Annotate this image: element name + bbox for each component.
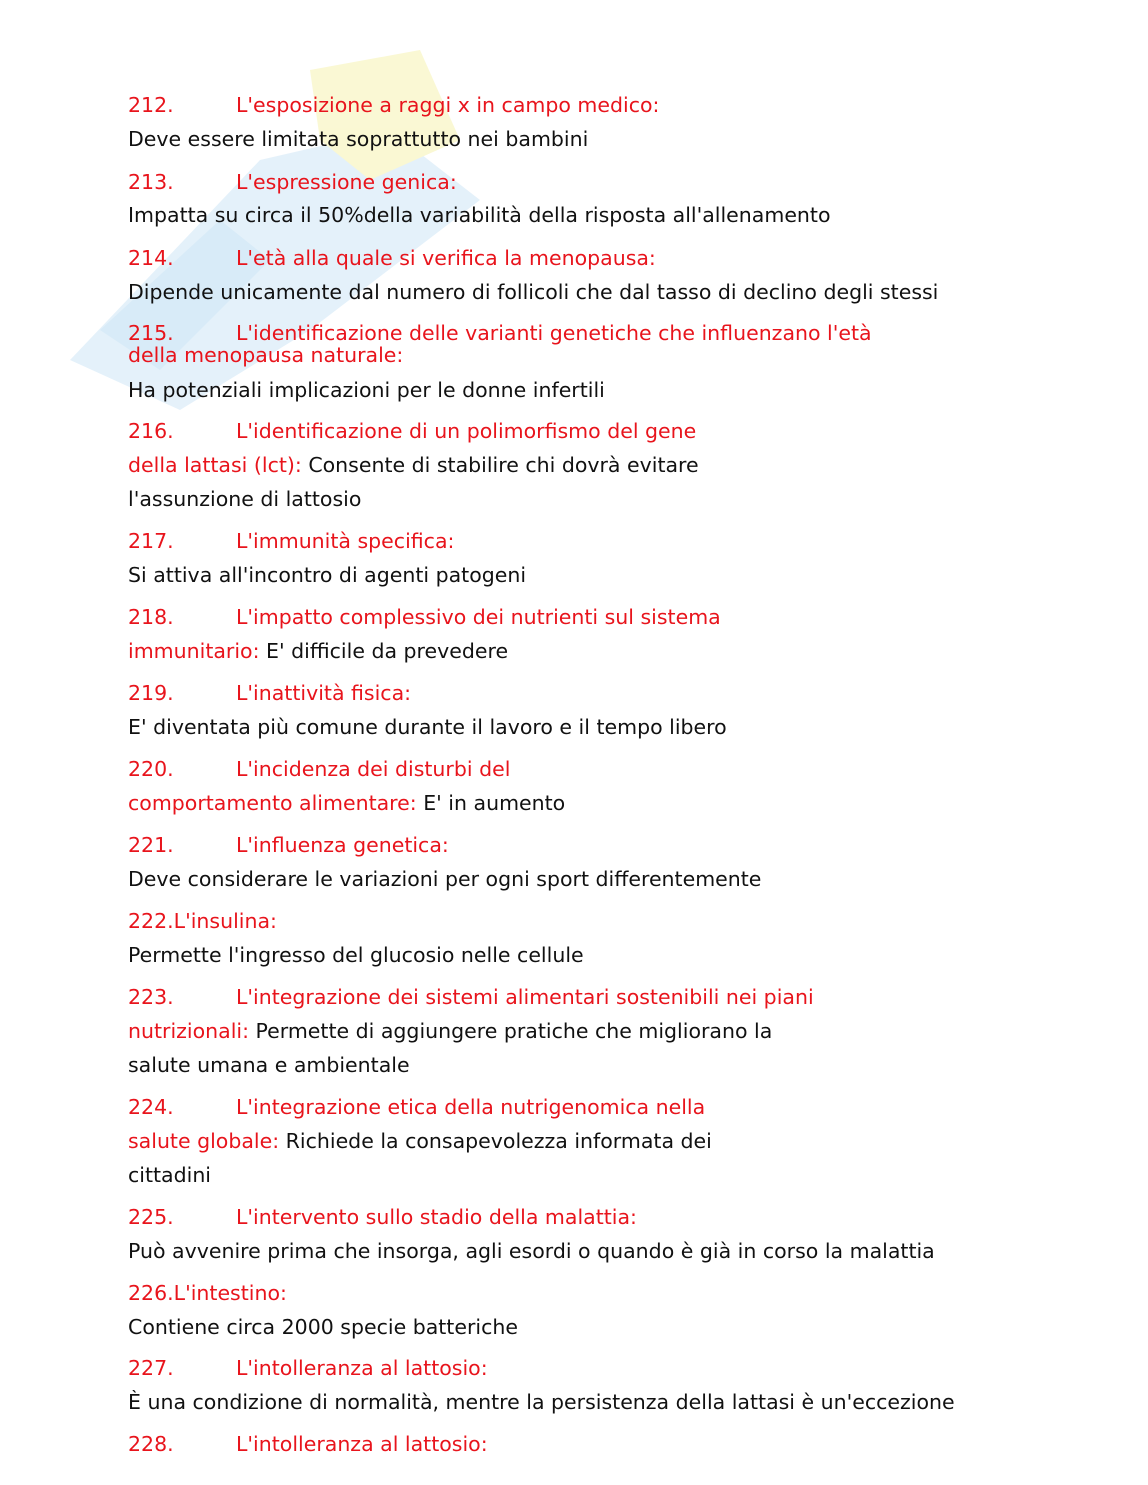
answer-227: È una condizione di normalità, mentre la persistenza della lattasi è un'eccezione: [128, 1390, 955, 1414]
question-answer-220: comportamento alimentare: E' in aumento: [128, 791, 566, 815]
question-222: 222.L'insulina:: [128, 909, 277, 933]
question-answer-218: immunitario: E' difficile da prevedere: [128, 639, 509, 663]
answer-225: Può avvenire prima che insorga, agli esordi o quando è già in corso la malattia: [128, 1239, 935, 1263]
question-218: 218. L'impatto complessivo dei nutrienti sul sistema: [128, 605, 721, 629]
question-213: 213. L'espressione genica:: [128, 170, 457, 194]
answer-221: Deve considerare le variazioni per ogni sport differentemente: [128, 867, 762, 891]
answer-215: Ha potenziali implicazioni per le donne infertili: [128, 378, 605, 402]
question-214: 214. L'età alla quale si verifica la menopausa:: [128, 246, 656, 270]
answer-216-cont: l'assunzione di lattosio: [128, 487, 362, 511]
question-215-cont: della menopausa naturale:: [128, 343, 404, 367]
question-217: 217. L'immunità specifica:: [128, 529, 455, 553]
answer-213: Impatta su circa il 50%della variabilità della risposta all'allenamento: [128, 203, 831, 227]
question-215: 215. L'identificazione delle varianti genetiche che influenzano l'età: [128, 321, 872, 345]
answer-224-cont: cittadini: [128, 1163, 212, 1187]
answer-214: Dipende unicamente dal numero di follicoli che dal tasso di declino degli stessi: [128, 280, 939, 304]
question-answer-224: salute globale: Richiede la consapevolezza informata dei: [128, 1129, 712, 1153]
question-225: 225. L'intervento sullo stadio della malattia:: [128, 1205, 637, 1229]
answer-222: Permette l'ingresso del glucosio nelle cellule: [128, 943, 584, 967]
question-228: 228. L'intolleranza al lattosio:: [128, 1432, 488, 1456]
question-216: 216. L'identificazione di un polimorfismo del gene: [128, 419, 697, 443]
question-227: 227. L'intolleranza al lattosio:: [128, 1356, 488, 1380]
answer-226: Contiene circa 2000 specie batteriche: [128, 1315, 518, 1339]
question-220: 220. L'incidenza dei disturbi del: [128, 757, 511, 781]
question-224: 224. L'integrazione etica della nutrigenomica nella: [128, 1095, 706, 1119]
question-223: 223. L'integrazione dei sistemi alimentari sostenibili nei piani: [128, 985, 814, 1009]
answer-217: Si attiva all'incontro di agenti patogeni: [128, 563, 527, 587]
answer-212: Deve essere limitata soprattutto nei bambini: [128, 127, 589, 151]
answer-219: E' diventata più comune durante il lavoro e il tempo libero: [128, 715, 727, 739]
question-212: 212. L'esposizione a raggi x in campo medico:: [128, 93, 660, 117]
answer-223-cont: salute umana e ambientale: [128, 1053, 410, 1077]
question-221: 221. L'influenza genetica:: [128, 833, 449, 857]
question-226: 226.L'intestino:: [128, 1281, 287, 1305]
question-219: 219. L'inattività fisica:: [128, 681, 412, 705]
question-answer-216: della lattasi (lct): Consente di stabilire chi dovrà evitare: [128, 453, 699, 477]
question-answer-223: nutrizionali: Permette di aggiungere pratiche che migliorano la: [128, 1019, 773, 1043]
